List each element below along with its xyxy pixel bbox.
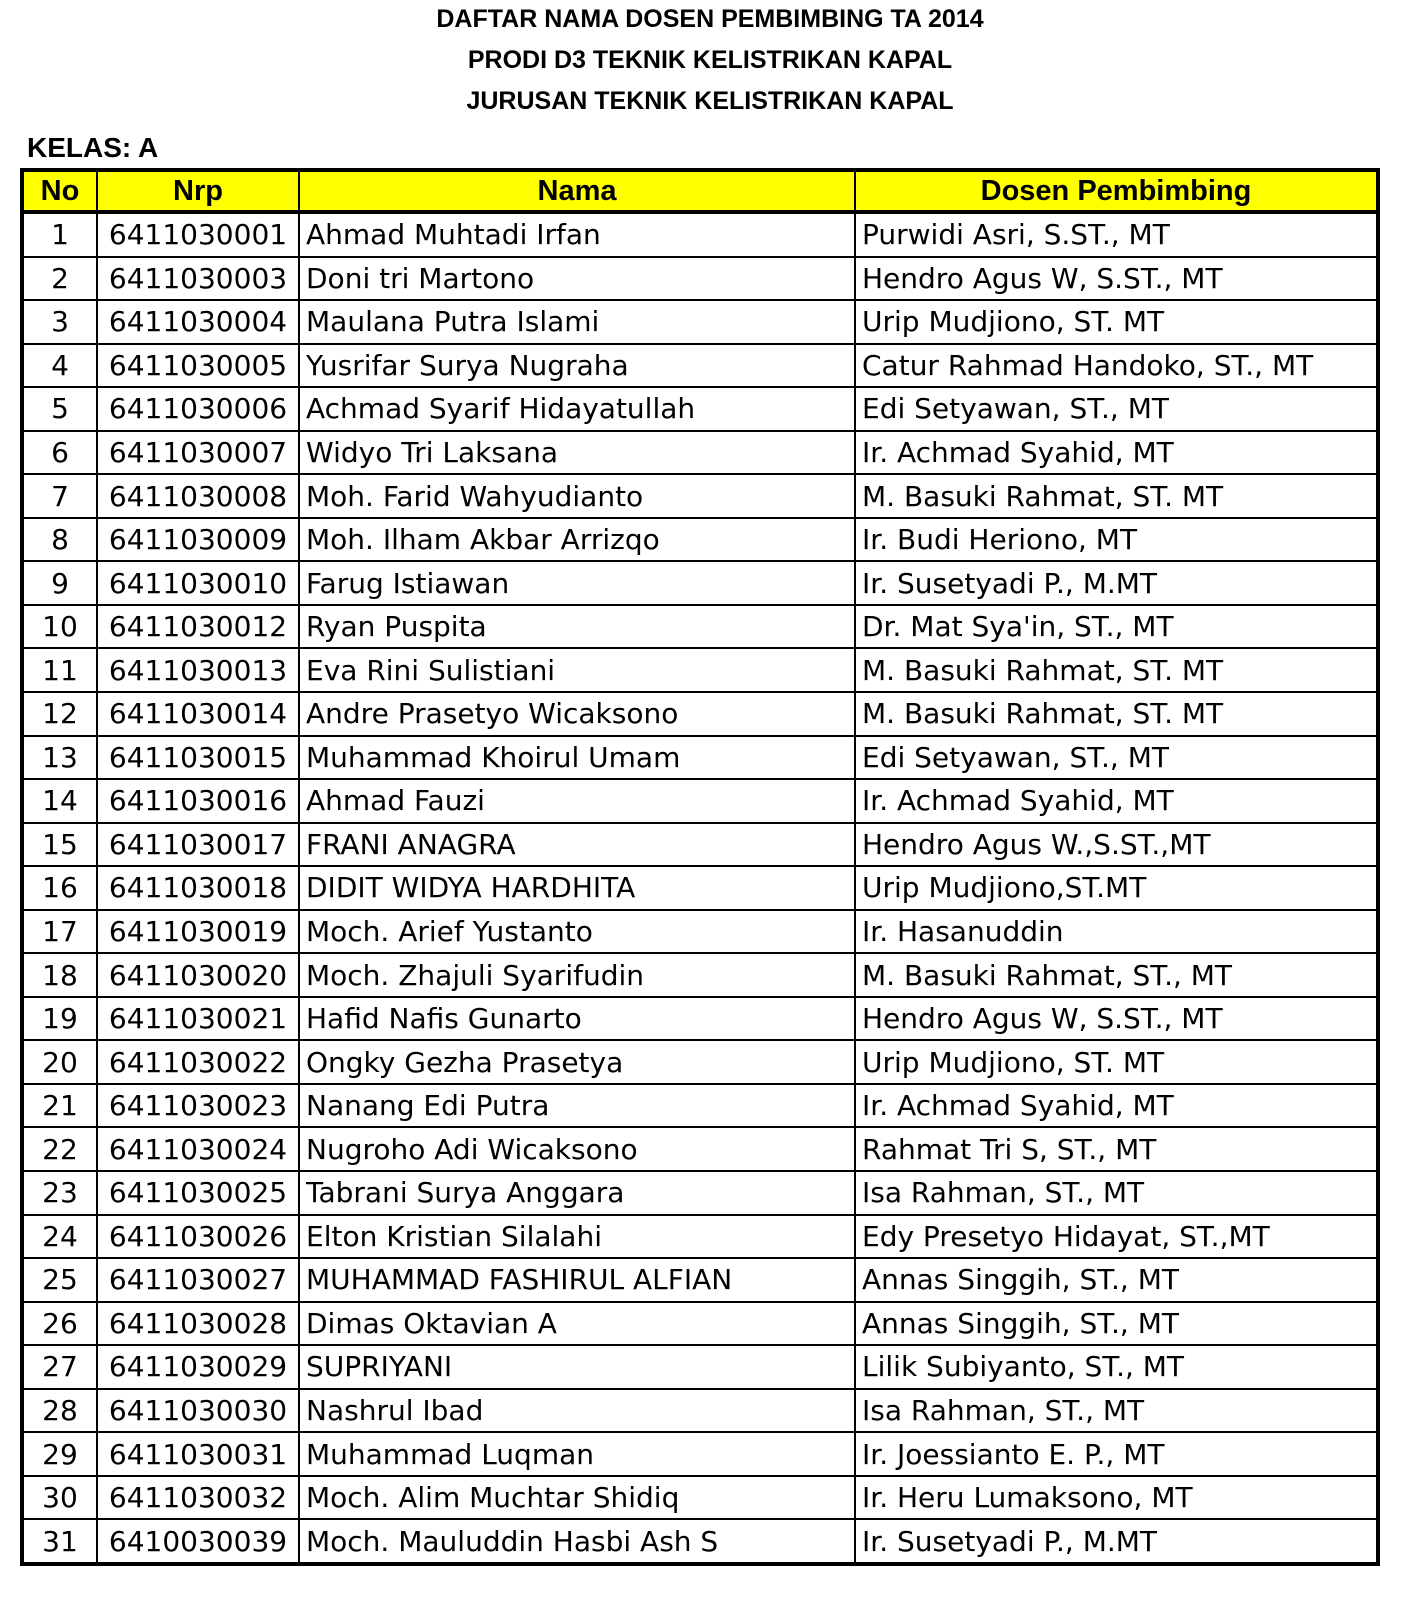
student-name-cell: Nugroho Adi Wicaksono (299, 1127, 855, 1171)
student-name-cell: Tabrani Surya Anggara (299, 1171, 855, 1215)
student-name-cell: Widyo Tri Laksana (299, 431, 855, 475)
table-row (22, 997, 1378, 1041)
table-row (22, 212, 1378, 257)
table-row (22, 1215, 1378, 1259)
nrp-cell: 6411030024 (97, 1127, 299, 1171)
table-row (22, 1519, 1378, 1564)
row-number-cell: 12 (22, 692, 97, 736)
nrp-cell: 6411030015 (97, 736, 299, 780)
column-header-dosen: Dosen Pembimbing (855, 170, 1378, 212)
row-number-cell: 31 (22, 1519, 97, 1564)
row-number-cell: 3 (22, 300, 97, 344)
row-number-cell: 24 (22, 1215, 97, 1259)
supervisor-cell: M. Basuki Rahmat, ST., MT (855, 953, 1378, 997)
student-name-cell: DIDIT WIDYA HARDHITA (299, 866, 855, 910)
supervisor-cell: Hendro Agus W.,S.ST.,MT (855, 823, 1378, 867)
row-number-cell: 8 (22, 518, 97, 562)
column-header-no: No (22, 170, 97, 212)
supervisor-cell: Catur Rahmad Handoko, ST., MT (855, 344, 1378, 388)
supervisor-cell: Isa Rahman, ST., MT (855, 1171, 1378, 1215)
title-line-2: PRODI D3 TEKNIK KELISTRIKAN KAPAL (467, 46, 953, 74)
nrp-cell: 6411030025 (97, 1171, 299, 1215)
row-number-cell: 1 (22, 212, 97, 257)
row-number-cell: 4 (22, 344, 97, 388)
row-number-cell: 9 (22, 561, 97, 605)
row-number-cell: 13 (22, 736, 97, 780)
table-row (22, 910, 1378, 954)
column-header-nrp: Nrp (97, 170, 299, 212)
nrp-cell: 6411030007 (97, 431, 299, 475)
table-row (22, 474, 1378, 518)
supervisor-cell: M. Basuki Rahmat, ST. MT (855, 648, 1378, 692)
supervisor-cell: Hendro Agus W, S.ST., MT (855, 257, 1378, 301)
row-number-cell: 17 (22, 910, 97, 954)
supervisor-cell: Edi Setyawan, ST., MT (855, 387, 1378, 431)
supervisor-cell: Dr. Mat Sya'in, ST., MT (855, 605, 1378, 649)
row-number-cell: 18 (22, 953, 97, 997)
nrp-cell: 6411030012 (97, 605, 299, 649)
nrp-cell: 6411030005 (97, 344, 299, 388)
supervisor-cell: Isa Rahman, ST., MT (855, 1389, 1378, 1433)
nrp-cell: 6411030018 (97, 866, 299, 910)
student-name-cell: Moch. Arief Yustanto (299, 910, 855, 954)
table-row (22, 692, 1378, 736)
supervisor-cell: Urip Mudjiono, ST. MT (855, 1040, 1378, 1084)
supervisor-cell: Ir. Hasanuddin (855, 910, 1378, 954)
row-number-cell: 25 (22, 1258, 97, 1302)
row-number-cell: 19 (22, 997, 97, 1041)
row-number-cell: 2 (22, 257, 97, 301)
table-row (22, 1476, 1378, 1520)
table-row (22, 1389, 1378, 1433)
student-name-cell: Hafid Nafis Gunarto (299, 997, 855, 1041)
supervisor-cell: Ir. Heru Lumaksono, MT (855, 1476, 1378, 1520)
table-row (22, 823, 1378, 867)
nrp-cell: 6411030001 (97, 212, 299, 257)
supervisor-cell: Lilik Subiyanto, ST., MT (855, 1345, 1378, 1389)
student-name-cell: SUPRIYANI (299, 1345, 855, 1389)
table-row (22, 344, 1378, 388)
row-number-cell: 29 (22, 1432, 97, 1476)
student-name-cell: Ahmad Muhtadi Irfan (299, 212, 855, 257)
student-name-cell: MUHAMMAD FASHIRUL ALFIAN (299, 1258, 855, 1302)
nrp-cell: 6411030019 (97, 910, 299, 954)
table-body (22, 212, 1378, 1564)
supervisor-table (20, 168, 1380, 1566)
nrp-cell: 6411030010 (97, 561, 299, 605)
student-name-cell: Moch. Alim Muchtar Shidiq (299, 1476, 855, 1520)
student-name-cell: Moch. Zhajuli Syarifudin (299, 953, 855, 997)
supervisor-cell: Ir. Joessianto E. P., MT (855, 1432, 1378, 1476)
student-name-cell: Muhammad Khoirul Umam (299, 736, 855, 780)
student-name-cell: Ongky Gezha Prasetya (299, 1040, 855, 1084)
supervisor-cell: Annas Singgih, ST., MT (855, 1302, 1378, 1346)
class-label: KELAS: A (27, 132, 159, 163)
student-name-cell: Moch. Mauluddin Hasbi Ash S (299, 1519, 855, 1564)
table-row (22, 431, 1378, 475)
student-name-cell: Nanang Edi Putra (299, 1084, 855, 1128)
student-name-cell: Maulana Putra Islami (299, 300, 855, 344)
nrp-cell: 6411030020 (97, 953, 299, 997)
supervisor-cell: Annas Singgih, ST., MT (855, 1258, 1378, 1302)
column-header-nama: Nama (299, 170, 855, 212)
table-row (22, 1432, 1378, 1476)
nrp-cell: 6411030016 (97, 779, 299, 823)
supervisor-cell: Urip Mudjiono,ST.MT (855, 866, 1378, 910)
student-name-cell: Nashrul Ibad (299, 1389, 855, 1433)
nrp-cell: 6411030013 (97, 648, 299, 692)
supervisor-cell: Ir. Achmad Syahid, MT (855, 779, 1378, 823)
row-number-cell: 30 (22, 1476, 97, 1520)
row-number-cell: 27 (22, 1345, 97, 1389)
table-row (22, 953, 1378, 997)
title-line-1: DAFTAR NAMA DOSEN PEMBIMBING TA 2014 (436, 5, 984, 33)
nrp-cell: 6411030032 (97, 1476, 299, 1520)
nrp-cell: 6411030014 (97, 692, 299, 736)
row-number-cell: 28 (22, 1389, 97, 1433)
supervisor-cell: Urip Mudjiono, ST. MT (855, 300, 1378, 344)
table-row (22, 300, 1378, 344)
table-row (22, 1127, 1378, 1171)
nrp-cell: 6411030009 (97, 518, 299, 562)
student-name-cell: Moh. Ilham Akbar Arrizqo (299, 518, 855, 562)
nrp-cell: 6411030023 (97, 1084, 299, 1128)
nrp-cell: 6411030003 (97, 257, 299, 301)
nrp-cell: 6411030029 (97, 1345, 299, 1389)
supervisor-cell: Ir. Budi Heriono, MT (855, 518, 1378, 562)
nrp-cell: 6411030030 (97, 1389, 299, 1433)
table-row (22, 648, 1378, 692)
nrp-cell: 6411030017 (97, 823, 299, 867)
table-row (22, 605, 1378, 649)
table-row (22, 561, 1378, 605)
table-row (22, 1171, 1378, 1215)
student-name-cell: Dimas Oktavian A (299, 1302, 855, 1346)
nrp-cell: 6411030006 (97, 387, 299, 431)
table-row (22, 1345, 1378, 1389)
supervisor-cell: Edy Presetyo Hidayat, ST.,MT (855, 1215, 1378, 1259)
nrp-cell: 6411030004 (97, 300, 299, 344)
table-row (22, 518, 1378, 562)
student-name-cell: Ahmad Fauzi (299, 779, 855, 823)
table-header-row (22, 170, 1378, 212)
table-row (22, 779, 1378, 823)
student-name-cell: Doni tri Martono (299, 257, 855, 301)
row-number-cell: 22 (22, 1127, 97, 1171)
row-number-cell: 21 (22, 1084, 97, 1128)
supervisor-cell: Ir. Susetyadi P., M.MT (855, 561, 1378, 605)
supervisor-cell: M. Basuki Rahmat, ST. MT (855, 474, 1378, 518)
supervisor-cell: Ir. Achmad Syahid, MT (855, 1084, 1378, 1128)
student-name-cell: Andre Prasetyo Wicaksono (299, 692, 855, 736)
table-row (22, 1084, 1378, 1128)
table-row (22, 257, 1378, 301)
supervisor-cell: Ir. Susetyadi P., M.MT (855, 1519, 1378, 1564)
row-number-cell: 7 (22, 474, 97, 518)
student-name-cell: Eva Rini Sulistiani (299, 648, 855, 692)
title-line-3: JURUSAN TEKNIK KELISTRIKAN KAPAL (466, 87, 954, 115)
table-row (22, 736, 1378, 780)
supervisor-cell: Ir. Achmad Syahid, MT (855, 431, 1378, 475)
student-name-cell: Ryan Puspita (299, 605, 855, 649)
row-number-cell: 6 (22, 431, 97, 475)
table-row (22, 387, 1378, 431)
supervisor-cell: Rahmat Tri S, ST., MT (855, 1127, 1378, 1171)
supervisor-cell: Edi Setyawan, ST., MT (855, 736, 1378, 780)
student-name-cell: Moh. Farid Wahyudianto (299, 474, 855, 518)
row-number-cell: 11 (22, 648, 97, 692)
nrp-cell: 6411030028 (97, 1302, 299, 1346)
nrp-cell: 6411030008 (97, 474, 299, 518)
nrp-cell: 6411030031 (97, 1432, 299, 1476)
supervisor-cell: M. Basuki Rahmat, ST. MT (855, 692, 1378, 736)
table-row (22, 1258, 1378, 1302)
row-number-cell: 14 (22, 779, 97, 823)
student-name-cell: FRANI ANAGRA (299, 823, 855, 867)
student-name-cell: Elton Kristian Silalahi (299, 1215, 855, 1259)
student-name-cell: Muhammad Luqman (299, 1432, 855, 1476)
supervisor-cell: Purwidi Asri, S.ST., MT (855, 212, 1378, 257)
nrp-cell: 6410030039 (97, 1519, 299, 1564)
table-row (22, 1302, 1378, 1346)
student-name-cell: Achmad Syarif Hidayatullah (299, 387, 855, 431)
nrp-cell: 6411030027 (97, 1258, 299, 1302)
supervisor-cell: Hendro Agus W, S.ST., MT (855, 997, 1378, 1041)
row-number-cell: 10 (22, 605, 97, 649)
row-number-cell: 16 (22, 866, 97, 910)
row-number-cell: 5 (22, 387, 97, 431)
student-name-cell: Farug Istiawan (299, 561, 855, 605)
row-number-cell: 26 (22, 1302, 97, 1346)
table-row (22, 866, 1378, 910)
nrp-cell: 6411030026 (97, 1215, 299, 1259)
row-number-cell: 23 (22, 1171, 97, 1215)
nrp-cell: 6411030022 (97, 1040, 299, 1084)
row-number-cell: 20 (22, 1040, 97, 1084)
table-row (22, 1040, 1378, 1084)
nrp-cell: 6411030021 (97, 997, 299, 1041)
row-number-cell: 15 (22, 823, 97, 867)
student-name-cell: Yusrifar Surya Nugraha (299, 344, 855, 388)
